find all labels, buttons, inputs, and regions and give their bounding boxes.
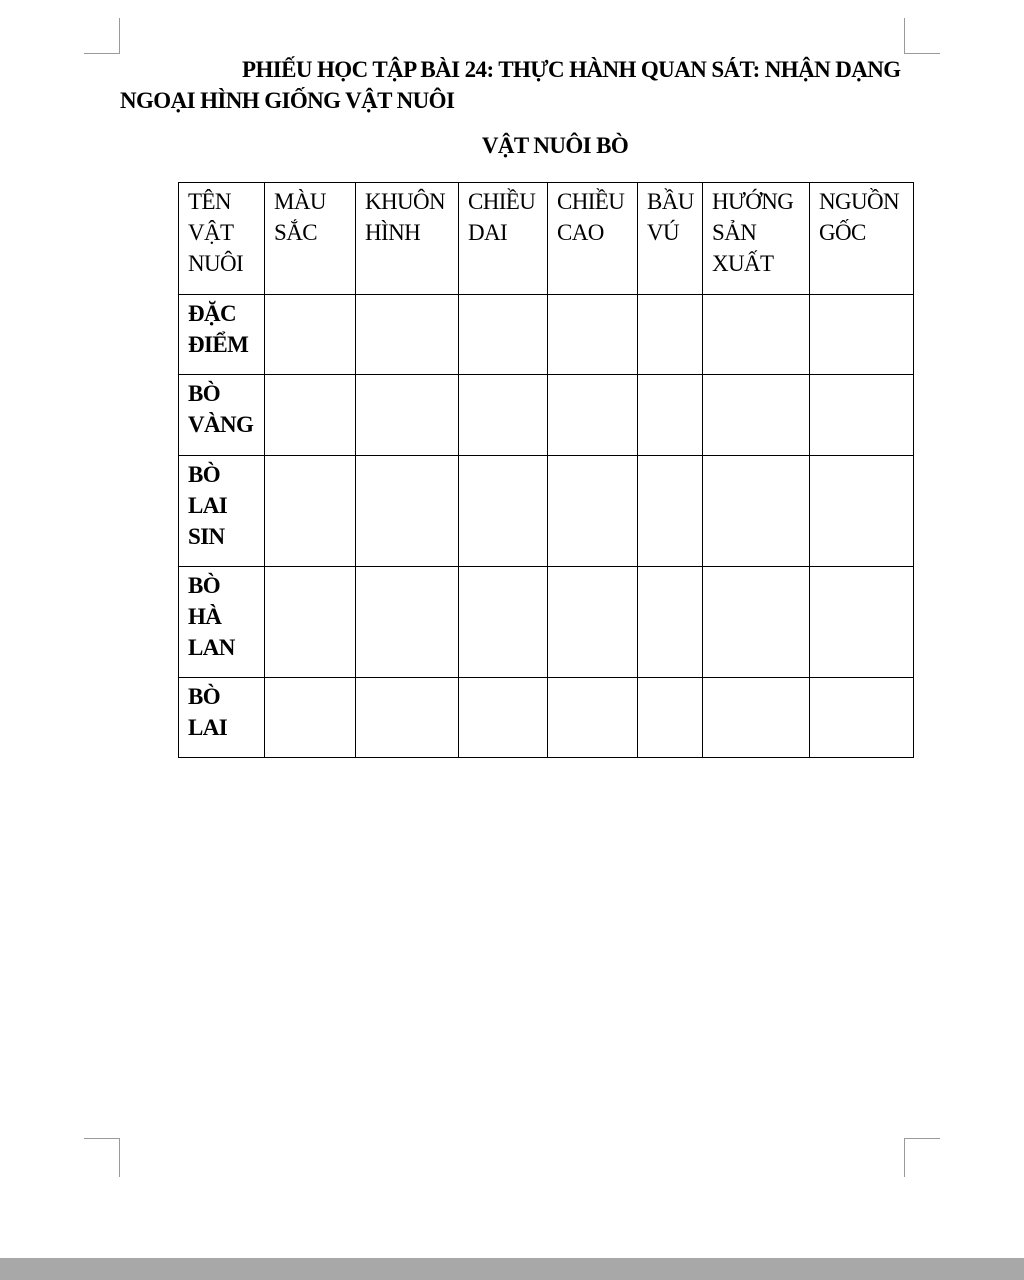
table-cell <box>703 678 810 758</box>
table-cell <box>265 567 356 678</box>
document-title: PHIẾU HỌC TẬP BÀI 24: THỰC HÀNH QUAN SÁT: NHẬN DẠNG NGOẠI HÌNH GIỐNG VẬT NUÔI <box>120 57 901 113</box>
header-cell: NGUỒN GỐC <box>810 183 914 295</box>
table-cell <box>703 456 810 567</box>
row-label: BÒ VÀNG <box>179 375 265 456</box>
table-cell <box>265 375 356 456</box>
table-cell <box>356 678 459 758</box>
table-cell <box>356 456 459 567</box>
page-corner-mark-top-right <box>904 18 940 54</box>
table-cell <box>638 295 703 375</box>
table-cell <box>810 295 914 375</box>
header-cell: HƯỚNG SẢN XUẤT <box>703 183 810 295</box>
header-cell: CHIỀU CAO <box>548 183 638 295</box>
page-corner-mark-bottom-right <box>904 1138 940 1177</box>
table-row <box>179 375 914 456</box>
table-cell <box>638 375 703 456</box>
table-cell <box>356 295 459 375</box>
row-label: BÒ LAI <box>179 678 265 758</box>
header-cell: TÊN VẬT NUÔI <box>179 183 265 295</box>
table-cell <box>810 567 914 678</box>
table-cell <box>548 678 638 758</box>
table-row <box>179 456 914 567</box>
bottom-scroll-bar[interactable] <box>0 1258 1024 1280</box>
header-cell: CHIỀU DAI <box>459 183 548 295</box>
table-cell <box>459 678 548 758</box>
table-row <box>179 567 914 678</box>
table-cell <box>356 375 459 456</box>
table-cell <box>548 567 638 678</box>
table-cell <box>638 678 703 758</box>
table-cell <box>459 295 548 375</box>
table-cell <box>459 567 548 678</box>
table-cell <box>638 567 703 678</box>
observation-table <box>178 182 914 758</box>
table-cell <box>459 375 548 456</box>
table-cell <box>638 456 703 567</box>
row-label: BÒ LAI SIN <box>179 456 265 567</box>
table-cell <box>703 567 810 678</box>
table-cell <box>703 375 810 456</box>
document-subtitle: VẬT NUÔI BÒ <box>481 133 629 158</box>
header-cell: KHUÔN HÌNH <box>356 183 459 295</box>
page-corner-mark-top-left <box>84 18 120 54</box>
table-cell <box>548 375 638 456</box>
table-cell <box>265 295 356 375</box>
table-cell <box>810 375 914 456</box>
table-cell <box>356 567 459 678</box>
table-cell <box>703 295 810 375</box>
page-corner-mark-bottom-left <box>84 1138 120 1177</box>
row-label: BÒ HÀ LAN <box>179 567 265 678</box>
table-row <box>179 678 914 758</box>
table-cell <box>810 456 914 567</box>
table-cell <box>810 678 914 758</box>
table-cell <box>459 456 548 567</box>
row-label: ĐẶC ĐIỂM <box>179 295 265 375</box>
table-cell <box>548 295 638 375</box>
table-header-row <box>179 183 914 295</box>
table-cell <box>265 456 356 567</box>
header-cell: BẦU VÚ <box>638 183 703 295</box>
table-cell <box>265 678 356 758</box>
header-cell: MÀU SẮC <box>265 183 356 295</box>
table-row <box>179 295 914 375</box>
table-cell <box>548 456 638 567</box>
